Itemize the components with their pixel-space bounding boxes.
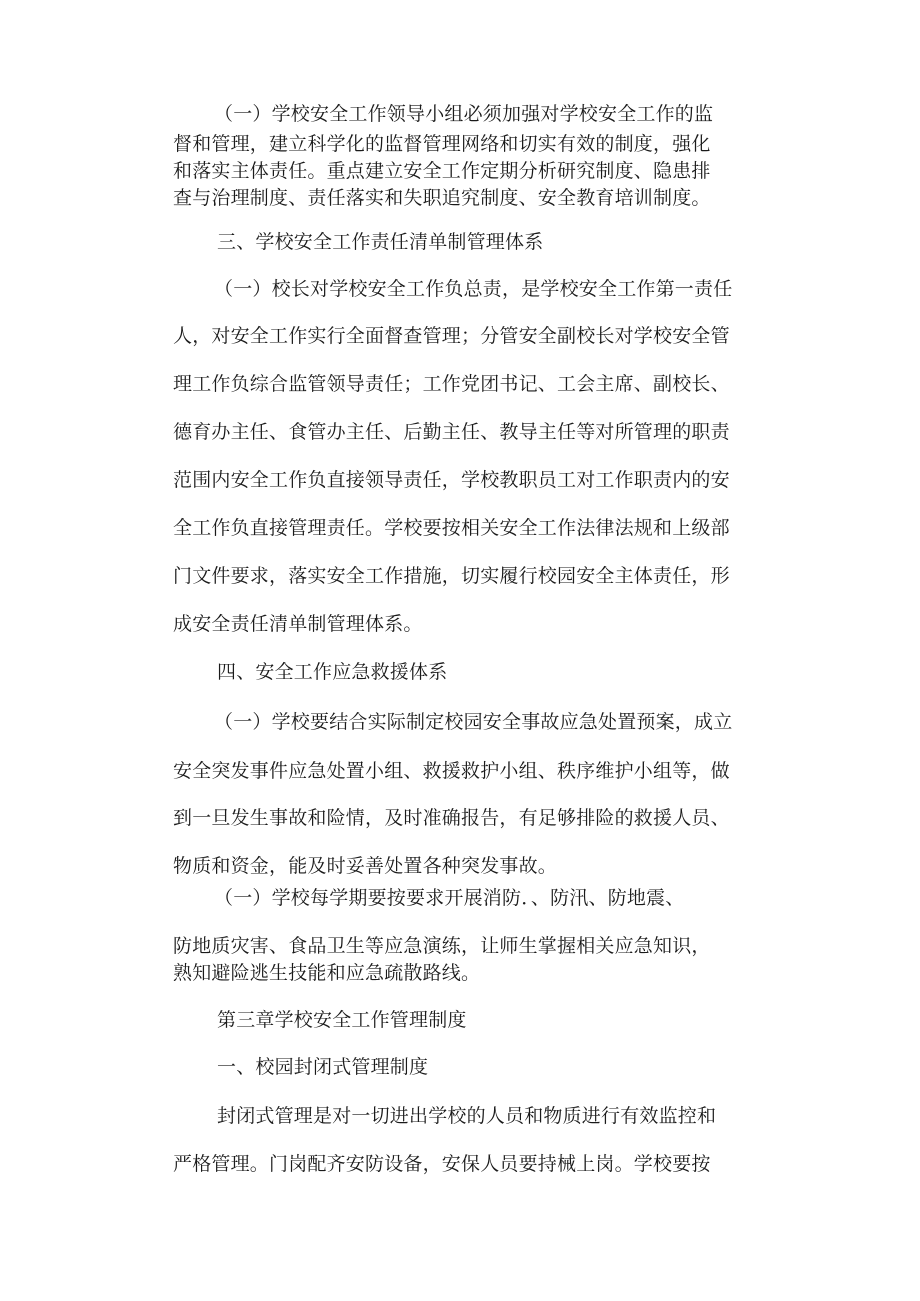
paragraph-1-line-2: 督和管理，建立科学化的监督管理网络和切实有效的制度，强化 xyxy=(173,133,711,155)
section-heading-4: 四、安全工作应急救援体系 xyxy=(217,661,448,683)
paragraph-2-line-2: 人，对安全工作实行全面督查管理；分管安全副校长对学校安全管 xyxy=(173,325,730,347)
chapter-heading: 第三章学校安全工作管理制度 xyxy=(217,1009,467,1031)
paragraph-2-line-5: 范围内安全工作负直接领导责任，学校教职员工对工作职责内的安 xyxy=(173,469,730,491)
paragraph-2-line-7: 门文件要求，落实安全工作措施，切实履行校园安全主体责任，形 xyxy=(173,565,730,587)
paragraph-5-line-1: 封闭式管理是对一切进出学校的人员和物质进行有效监控和 xyxy=(217,1105,717,1127)
paragraph-3-line-4: 物质和资金，能及时妥善处置各种突发事故。 xyxy=(173,855,558,877)
paragraph-4-line-1: （一）学校每学期要按要求开展消防．、防汛、防地震、 xyxy=(214,887,685,909)
paragraph-3-line-1: （一）学校要结合实际制定校园安全事故应急处置预案，成立 xyxy=(214,711,733,733)
paragraph-4-line-3: 熟知避险逃生技能和应急疏散路线。 xyxy=(173,962,481,984)
paragraph-1-line-1: （一）学校安全工作领导小组必须加强对学校安全工作的监 xyxy=(214,103,714,125)
paragraph-4-line-2: 防地质灾害、食品卫生等应急演练，让师生掌握相关应急知识， xyxy=(173,935,711,957)
paragraph-2-line-1: （一）校长对学校安全工作负总责，是学校安全工作第一责任 xyxy=(214,278,733,300)
section-heading-3: 三、学校安全工作责任清单制管理体系 xyxy=(217,231,544,253)
section-heading-1: 一、校园封闭式管理制度 xyxy=(217,1056,429,1078)
paragraph-2-line-4: 德育办主任、食管办主任、后勤主任、教导主任等对所管理的职责 xyxy=(173,421,730,443)
paragraph-1-line-3: 和落实主体责任。重点建立安全工作定期分析研究制度、隐患排 xyxy=(173,160,711,182)
paragraph-3-line-3: 到一旦发生事故和险情，及时准确报告，有足够排险的救援人员、 xyxy=(173,807,730,829)
paragraph-3-line-2: 安全突发事件应急处置小组、救援救护小组、秩序维护小组等，做 xyxy=(173,760,730,782)
paragraph-2-line-8: 成安全责任清单制管理体系。 xyxy=(173,613,423,635)
paragraph-1-line-4: 查与治理制度、责任落实和失职追究制度、安全教育培训制度。 xyxy=(173,187,711,209)
paragraph-2-line-6: 全工作负直接管理责任。学校要按相关安全工作法律法规和上级部 xyxy=(173,517,730,539)
paragraph-2-line-3: 理工作负综合监管领导责任；工作党团书记、工会主席、副校长、 xyxy=(173,373,730,395)
paragraph-5-line-2: 严格管理。门岗配齐安防设备，安保人员要持械上岗。学校要按 xyxy=(173,1153,711,1175)
